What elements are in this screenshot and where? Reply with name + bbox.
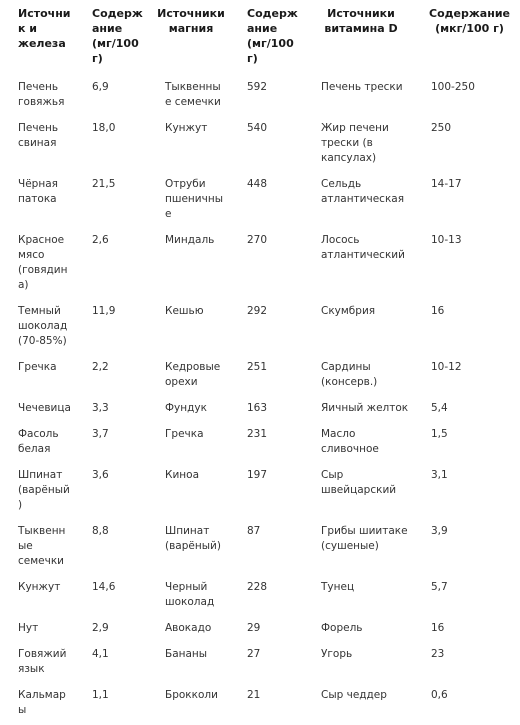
cell-magnesium-content: 21 — [247, 689, 261, 701]
cell-vitamin-d-source: Яичный желток — [321, 402, 409, 414]
table-row — [0, 229, 520, 300]
cell-vitamin-d-content: 14-17 — [431, 178, 462, 190]
cell-magnesium-source: Брокколи — [165, 689, 218, 701]
table-row — [0, 576, 520, 617]
cell-magnesium-content: 228 — [247, 581, 268, 593]
cell-vitamin-d-content: 16 — [431, 622, 445, 634]
table-row — [0, 423, 520, 464]
cell-iron-content: 4,1 — [92, 648, 109, 660]
nutrient-sources-table — [0, 2, 520, 725]
cell-magnesium-content: 292 — [247, 305, 268, 317]
table-row — [0, 397, 520, 423]
cell-magnesium-content: 163 — [247, 402, 268, 414]
cell-vitamin-d-source: Сыр швейцарский — [321, 469, 397, 496]
cell-magnesium-content: 231 — [247, 428, 268, 440]
cell-iron-content: 21,5 — [92, 178, 116, 190]
cell-vitamin-d-source: Скумбрия — [321, 305, 376, 317]
cell-vitamin-d-source: Форель — [321, 622, 363, 634]
cell-iron-content: 11,9 — [92, 305, 116, 317]
cell-vitamin-d-content: 23 — [431, 648, 445, 660]
header-vitamin-d-content: Содержание (мкг/100 г) — [429, 7, 510, 35]
cell-magnesium-source: Шпинат (варёный) — [165, 525, 221, 552]
cell-vitamin-d-source: Сельдь атлантическая — [321, 178, 405, 205]
cell-vitamin-d-content: 10-12 — [431, 361, 462, 373]
cell-magnesium-content: 87 — [247, 525, 261, 537]
table-body — [0, 76, 520, 725]
cell-magnesium-source: Черный шоколад — [165, 581, 215, 608]
cell-vitamin-d-source: Сыр чеддер — [321, 689, 387, 701]
cell-iron-content: 14,6 — [92, 581, 116, 593]
cell-vitamin-d-content: 10-13 — [431, 234, 462, 246]
cell-vitamin-d-source: Масло сливочное — [321, 428, 379, 455]
cell-iron-source: Темный шоколад (70-85%) — [18, 305, 68, 347]
cell-magnesium-content: 27 — [247, 648, 261, 660]
cell-magnesium-source: Тыквенные семечки — [165, 81, 221, 108]
cell-iron-content: 3,3 — [92, 402, 109, 414]
cell-magnesium-source: Отруби пшеничные — [165, 178, 223, 220]
cell-vitamin-d-content: 250 — [431, 122, 452, 134]
cell-iron-source: Кунжут — [18, 581, 61, 593]
cell-magnesium-source: Кешью — [165, 305, 204, 317]
cell-iron-source: Чёрная патока — [18, 178, 58, 205]
cell-iron-content: 1,1 — [92, 689, 109, 701]
cell-vitamin-d-content: 5,4 — [431, 402, 448, 414]
header-magnesium-source: Источники магния — [157, 7, 225, 35]
table-row — [0, 356, 520, 397]
cell-magnesium-content: 197 — [247, 469, 268, 481]
cell-iron-source: Печень свиная — [18, 122, 59, 149]
cell-iron-source: Кальмары — [18, 689, 66, 716]
cell-iron-content: 3,7 — [92, 428, 109, 440]
cell-iron-content: 2,6 — [92, 234, 109, 246]
cell-iron-source: Красное мясо (говядина) — [18, 234, 68, 291]
cell-magnesium-source: Бананы — [165, 648, 208, 660]
table-row — [0, 300, 520, 356]
cell-magnesium-source: Миндаль — [165, 234, 215, 246]
cell-iron-source: Чечевица — [18, 402, 71, 414]
header-iron-source: Источник и железа — [18, 7, 71, 50]
cell-iron-content: 8,8 — [92, 525, 109, 537]
table-row — [0, 76, 520, 117]
cell-magnesium-source: Авокадо — [165, 622, 212, 634]
cell-iron-source: Шпинат (варёный) — [18, 469, 70, 511]
cell-magnesium-source: Фундук — [165, 402, 207, 414]
cell-magnesium-content: 270 — [247, 234, 268, 246]
cell-iron-content: 18,0 — [92, 122, 116, 134]
cell-vitamin-d-source: Сардины (консерв.) — [321, 361, 378, 388]
cell-magnesium-content: 29 — [247, 622, 261, 634]
cell-vitamin-d-source: Грибы шиитаке (сушеные) — [321, 525, 408, 552]
table-row — [0, 464, 520, 520]
cell-iron-source: Печень говяжья — [18, 81, 65, 108]
table-row — [0, 617, 520, 643]
cell-iron-content: 2,9 — [92, 622, 109, 634]
cell-iron-source: Нут — [18, 622, 39, 634]
cell-iron-content: 6,9 — [92, 81, 109, 93]
cell-vitamin-d-source: Печень трески — [321, 81, 403, 93]
cell-iron-source: Фасоль белая — [18, 428, 59, 455]
header-iron-content: Содержание (мг/100 г) — [92, 7, 143, 65]
table-row — [0, 684, 520, 725]
cell-iron-source: Говяжий язык — [18, 648, 67, 675]
cell-magnesium-content: 540 — [247, 122, 268, 134]
cell-iron-source: Гречка — [18, 361, 57, 373]
cell-magnesium-source: Гречка — [165, 428, 204, 440]
cell-iron-source: Тыквенные семечки — [18, 525, 66, 567]
cell-vitamin-d-content: 100-250 — [431, 81, 475, 93]
table-row — [0, 117, 520, 173]
cell-vitamin-d-source: Тунец — [321, 581, 355, 593]
header-vitamin-d-source: Источники витамина D — [324, 7, 398, 35]
header-row — [0, 2, 520, 76]
cell-vitamin-d-content: 3,9 — [431, 525, 448, 537]
cell-vitamin-d-source: Лосось атлантический — [321, 234, 405, 261]
cell-magnesium-source: Кунжут — [165, 122, 208, 134]
cell-vitamin-d-content: 5,7 — [431, 581, 448, 593]
header-magnesium-content: Содержание (мг/100 г) — [247, 7, 298, 65]
table-row — [0, 643, 520, 684]
cell-vitamin-d-content: 0,6 — [431, 689, 448, 701]
cell-iron-content: 2,2 — [92, 361, 109, 373]
cell-magnesium-source: Кедровые орехи — [165, 361, 221, 388]
cell-magnesium-content: 448 — [247, 178, 268, 190]
cell-magnesium-source: Киноа — [165, 469, 200, 481]
cell-vitamin-d-content: 1,5 — [431, 428, 448, 440]
cell-vitamin-d-content: 3,1 — [431, 469, 448, 481]
cell-iron-content: 3,6 — [92, 469, 109, 481]
cell-magnesium-content: 251 — [247, 361, 268, 373]
cell-vitamin-d-source: Жир печени трески (в капсулах) — [321, 122, 389, 164]
cell-vitamin-d-content: 16 — [431, 305, 445, 317]
cell-magnesium-content: 592 — [247, 81, 268, 93]
table-row — [0, 520, 520, 576]
table-row — [0, 173, 520, 229]
cell-vitamin-d-source: Угорь — [321, 648, 353, 660]
